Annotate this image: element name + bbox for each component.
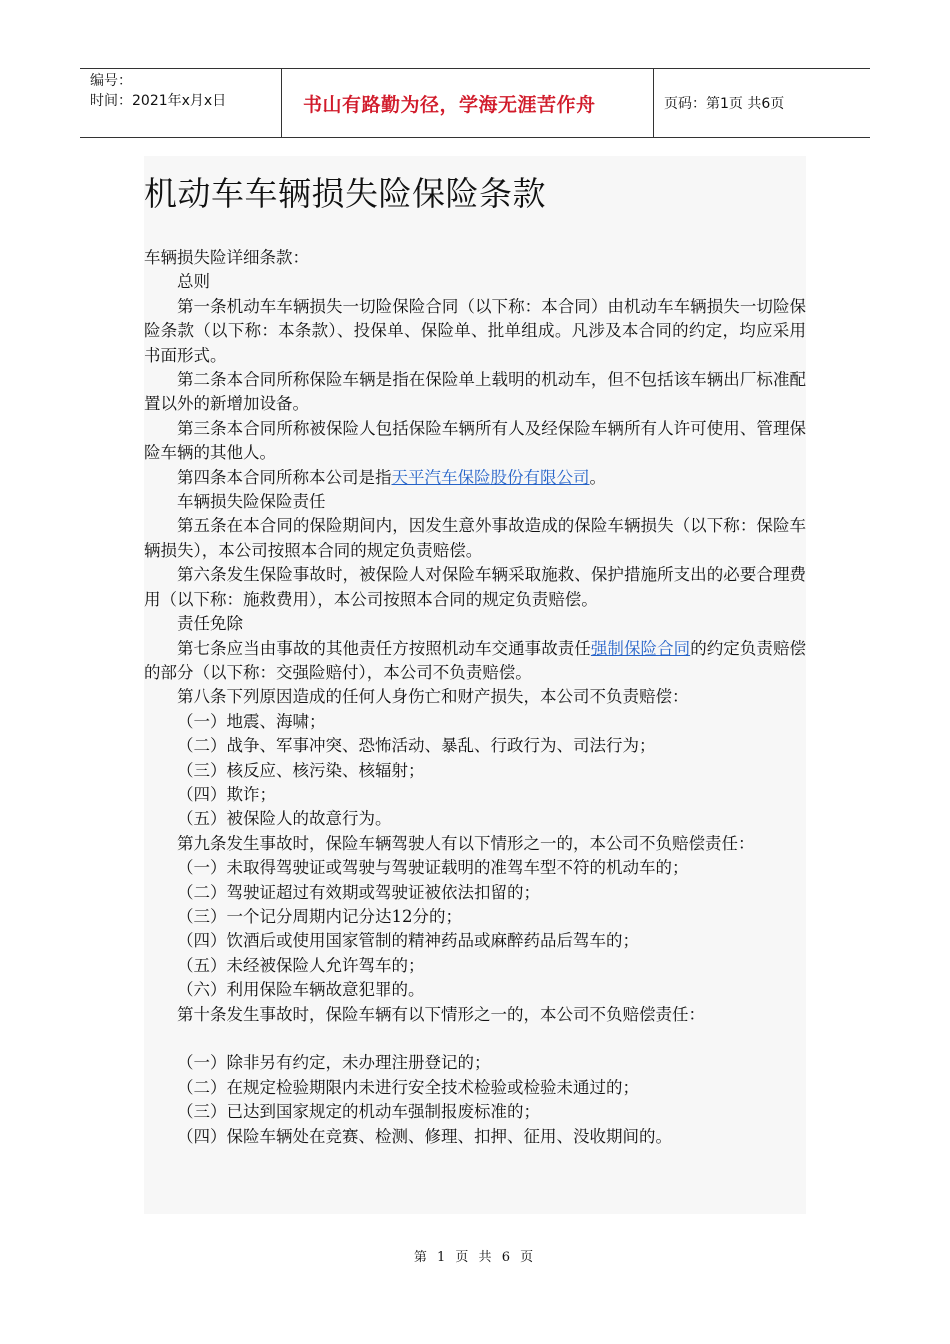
intro-line: 车辆损失险详细条款： — [144, 248, 309, 267]
page-header — [80, 68, 870, 138]
section-heading-exemption: 责任免除 — [177, 614, 243, 634]
article-9: 第九条发生事故时，保险车辆驾驶人有以下情形之一的，本公司不负赔偿责任： — [177, 833, 755, 853]
article-9-item: （一）未取得驾驶证或驾驶与驾驶证载明的准驾车型不符的机动车的； — [177, 858, 689, 878]
article-8-item: （五）被保险人的故意行为。 — [177, 809, 392, 829]
article-8-item: （四）欺诈； — [177, 784, 276, 804]
article-4 — [144, 466, 806, 490]
document-body — [144, 246, 806, 1149]
number-label: 编号： — [90, 73, 132, 89]
header-page-label: 页码：第1页 共6页 — [664, 96, 785, 112]
page-footer: 第 1 页 共 6 页 — [413, 1250, 537, 1265]
header-motto: 书山有路勤为径，学海无涯苦作舟 — [281, 69, 654, 137]
document-title: 机动车车辆损失险保险条款 — [144, 174, 546, 213]
article-7-prefix: 第七条应当由事故的其他责任方按照机动车交通事故责任 — [177, 638, 591, 658]
article-8: 第八条下列原因造成的任何人身伤亡和财产损失，本公司不负责赔偿： — [177, 687, 689, 707]
article-9-item: （五）未经被保险人允许驾车的； — [177, 955, 425, 975]
article-4-prefix: 第四条本合同所称本公司是指 — [177, 467, 392, 487]
article-9-item: （六）利用保险车辆故意犯罪的。 — [177, 980, 425, 1000]
article-7-suffix: 的约定负责赔偿的部分（以下称：交强险赔付），本公司不负责赔偿。 — [144, 638, 807, 682]
compulsory-insurance-link[interactable]: 强制保险合同 — [590, 638, 691, 658]
date-label: 时间：2021年x月x日 — [90, 93, 227, 109]
article-10-item: （二）在规定检验期限内未进行安全技术检验或检验未通过的； — [177, 1077, 639, 1097]
article-2: 第二条本合同所称保险车辆是指在保险单上载明的机动车，但不包括该车辆出厂标准配置以外的新增加设备。 — [144, 370, 806, 414]
company-link[interactable]: 天平汽车保险股份有限公司 — [391, 467, 590, 487]
blank-line — [144, 1027, 806, 1051]
article-5: 第五条在本合同的保险期间内，因发生意外事故造成的保险车辆损失（以下称：保险车辆损失），本公司按照本合同的规定负责赔偿。 — [144, 516, 806, 560]
article-8-item: （三）核反应、核污染、核辐射； — [177, 760, 425, 780]
article-8-item: （二）战争、军事冲突、恐怖活动、暴乱、行政行为、司法行为； — [177, 736, 656, 756]
document-content — [144, 156, 806, 1214]
article-10-item: （三）已达到国家规定的机动车强制报废标准的； — [177, 1102, 540, 1122]
article-6: 第六条发生保险事故时，被保险人对保险车辆采取施救、保护措施所支出的必要合理费用（以下称：施救费用），本公司按照本合同的规定负责赔偿。 — [144, 565, 806, 609]
article-10-item: （四）保险车辆处在竞赛、检测、修理、扣押、征用、没收期间的。 — [177, 1126, 672, 1146]
section-heading-general: 总则 — [177, 272, 210, 292]
article-4-suffix: 。 — [589, 467, 606, 487]
article-1: 第一条机动车车辆损失一切险保险合同（以下称：本合同）由机动车车辆损失一切险保险条款（以下称：本条款）、投保单、保险单、批单组成。凡涉及本合同的约定，均应采用书面形式。 — [144, 296, 806, 365]
article-9-item: （二）驾驶证超过有效期或驾驶证被依法扣留的； — [177, 882, 540, 902]
article-9-item: （三）一个记分周期内记分达12分的； — [177, 906, 462, 926]
article-10-item: （一）除非另有约定，未办理注册登记的； — [177, 1053, 491, 1073]
article-9-item: （四）饮酒后或使用国家管制的精神药品或麻醉药品后驾车的； — [177, 931, 639, 951]
article-8-item: （一）地震、海啸； — [177, 711, 326, 731]
article-7 — [144, 637, 806, 686]
article-3: 第三条本合同所称被保险人包括保险车辆所有人及经保险车辆所有人许可使用、管理保险车辆的其他人。 — [144, 418, 806, 463]
article-10: 第十条发生事故时，保险车辆有以下情形之一的，本公司不负赔偿责任： — [177, 1004, 705, 1024]
header-meta — [80, 69, 281, 137]
section-heading-liability: 车辆损失险保险责任 — [177, 492, 326, 512]
